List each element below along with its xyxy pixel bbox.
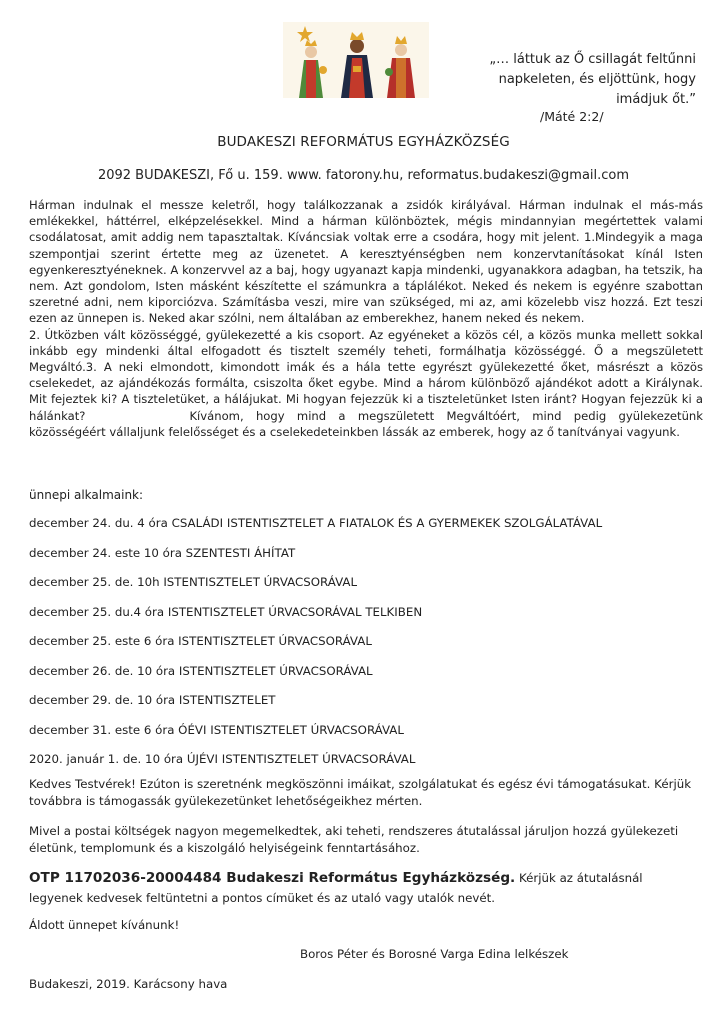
sermon-paragraph-1: Hárman indulnak el messze keletről, hogy találkozzanak a zsidók királyával. Hárman indulnak el más-más emlékekkel, háttérrel, elképzelésekkel. Mind a hárman különböztek, mégis mindannyian megértettek valami csodálatosat, amit addig nem tapasztaltak. Kíváncsiak voltak erre a csodára, hogy mit jelent. 1.Mindegyik a maga szempontjai szerint értette meg az üzenetet. A keresztyénségben nem konzervtanításokat kínál Isten egyenkeresztyéneknek. A konzervvel az a baj, hogy ugyanazt kapja mindenki, ugyanakkora adagban, ha tetszik, ha nem. Azt gondolom, Isten másként készítette el számunkra a táplálékot. Neked és nekem is egyénre szabottan szeretné adni, nem kiporciózva. Számításba veszi, mire van szükséged, mi az, ami közelebb visz hozzá. Ezt teszi ezen az ünnepen is. Neked akar szólni, nem általában az emberekhez, hanem neked és nekem. [29,198,703,326]
three-wise-men-illustration [283,22,429,98]
schedule-item: 2020. január 1. de. 10 óra ÚJÉVI ISTENTISZTELET ÚRVACSORÁVAL [29,752,416,766]
bible-quote [446,50,696,110]
schedule-heading: ünnepi alkalmaink: [29,488,144,502]
bank-account-number: OTP 11702036-20004484 Budakeszi Református Egyházközség. [29,870,516,886]
sermon-text [29,197,703,440]
postal-costs-paragraph: Mivel a postai költségek nagyon megemelkedtek, aki teheti, rendszeres átutalással járuljon hozzá gyülekezeti életünk, templomunk és a kiszolgáló helyiségeink fenntartásához. [29,824,679,855]
quote-reference: /Máté 2:2/ [540,109,604,124]
thanks-paragraph: Kedves Testvérek! Ezúton is szeretnénk megköszönni imáikat, szolgálatukat és egész évi támogatásukat. Kérjük továbbra is támogassák gyülekezetünket lehetőségeikhez mérten. [29,777,692,808]
contact-address: 2092 BUDAKESZI, Fő u. 159. www. fatorony.hu, reformatus.budakeszi@gmail.com [97,168,630,183]
blessing-text: Áldott ünnepet kívánunk! [29,918,180,932]
quote-line-2: napkeleten, és eljöttünk, hogy imádjuk őt.” [498,72,696,107]
bank-transfer-info [29,868,699,908]
sermon-paragraph-2-part-b: Kívánom, hogy mind a megszületett Megváltóért, mind pedig gyülekezetünk közösségéért vállaljunk felelősséget és a cselekedeteinkben lássák az emberek, hogy az ő tanítványai vagyunk. [29,408,703,439]
schedule-item: december 29. de. 10 óra ISTENTISZTELET [29,693,276,707]
service-schedule-list [29,515,602,781]
schedule-item: december 26. de. 10 óra ISTENTISZTELET ÚRVACSORÁVAL [29,663,373,678]
schedule-item: december 31. este 6 óra ÓÉVI ISTENTISZTELET ÚRVACSORÁVAL [29,722,404,737]
sermon-paragraph-2 [29,327,703,440]
pastors-signature: Boros Péter és Borosné Varga Edina lelkészek [300,947,569,961]
schedule-item: december 25. este 6 óra ISTENTISZTELET ÚRVACSORÁVAL [29,634,372,648]
schedule-item: december 25. du.4 óra ISTENTISZTELET ÚRVACSORÁVAL TELKIBEN [29,604,423,619]
schedule-item: december 25. de. 10h ISTENTISZTELET ÚRVACSORÁVAL [29,575,358,589]
quote-line-1: „… láttuk az Ő csillagát feltűnni [489,52,696,67]
transfer-note: Kérjük az átutalásnál legyenek kedvesek feltüntetni a pontos címüket és az utaló vagy utalók nevét. [29,871,643,905]
schedule-item: december 24. du. 4 óra CSALÁDI ISTENTISZTELET A FIATALOK ÉS A GYERMEKEK SZOLGÁLATÁVAL [29,516,603,530]
schedule-item: december 24. este 10 óra SZENTESTI ÁHÍTAT [29,545,296,560]
place-and-date: Budakeszi, 2019. Karácsony hava [29,977,228,991]
sermon-paragraph-2-part-a: 2. Útközben vált közösséggé, gyülekezetté a kis csoport. Az egyéneket a közös cél, a közös munka mellett sokkal inkább egy mindenki által elfogadott és tisztelt személy teheti, formálhatja közösséggé. Ő a megszületett Megváltó.3. A neki elmondott, kimondott imák és a hála tette egyrészt gyülekezetté őket, másrészt a közös cselekedet, az ajándékozás formálta, csiszolta őket egybe. Mind a három különböző ajándékot adott a Királynak. Mit fejeztek ki? A tiszteletüket, a hálájukat. Mi hogyan fejezzük ki a tiszteletünket Isten iránt? Hogyan fejezzük ki a hálánkat? [29,327,703,423]
page-title: BUDAKESZI REFORMÁTUS EGYHÁZKÖZSÉG [217,134,510,150]
